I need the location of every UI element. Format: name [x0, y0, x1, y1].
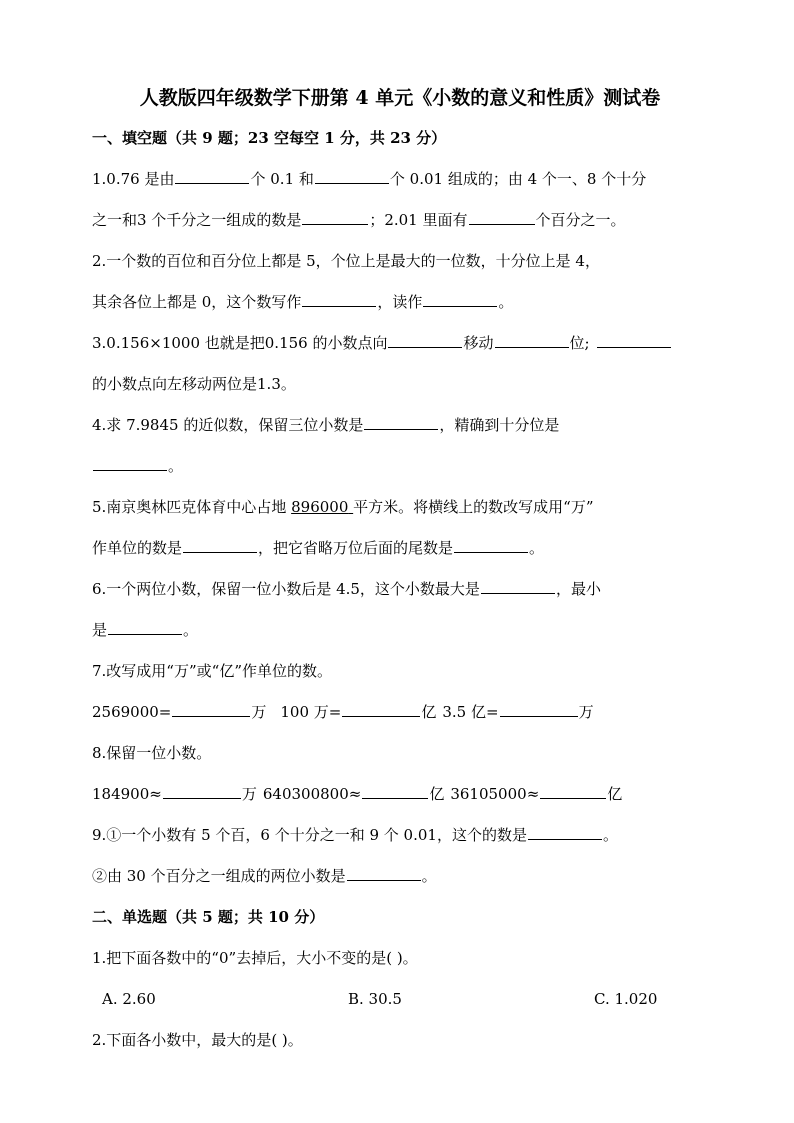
answer-blank[interactable]	[347, 863, 421, 881]
answer-blank[interactable]	[364, 412, 438, 430]
question-5-line-1	[92, 487, 708, 528]
q8-text-b3: 640300800≈	[262, 785, 362, 803]
q6-text-b: ，最小	[555, 580, 601, 598]
q2-text-b: 其余各位上都是 0，这个数写作	[92, 293, 302, 311]
q7-text-b1: 2569000=	[92, 703, 172, 721]
answer-blank[interactable]	[540, 781, 606, 799]
answer-blank[interactable]	[469, 207, 535, 225]
q2-text-d: 。	[498, 293, 514, 311]
q1-text-b: 个 0.1 和	[250, 170, 314, 188]
q3-text-d: 的小数点向左移动两位是1.3。	[92, 375, 296, 393]
q1-text-d: 之一和3 个千分之一组成的数是	[92, 211, 302, 229]
answer-blank[interactable]	[302, 289, 376, 307]
answer-blank[interactable]	[423, 289, 497, 307]
q7-text-b5: 3.5 亿=	[442, 703, 499, 721]
answer-blank[interactable]	[108, 617, 182, 635]
q9-text-a: 9.①一个小数有 5 个百，6 个十分之一和 9 个 0.01，这个的数是	[92, 826, 527, 844]
q8-text-b2: 万	[241, 785, 257, 803]
q5-text-a: 5.南京奥林匹克体育中心占地	[92, 498, 287, 516]
question-1-line-2	[92, 200, 708, 241]
q7-text-b3: 100 万=	[280, 703, 342, 721]
question-9-line-2	[92, 856, 708, 897]
q4-text-a: 4.求 7.9845 的近似数，保留三位小数是	[92, 416, 364, 434]
q6-text-c: 是	[92, 621, 108, 639]
question-4-line-2	[92, 446, 708, 487]
q9-text-d: 。	[421, 867, 437, 885]
section-fill-in-heading: 一、填空题（共 9 题；23 空每空 1 分，共 23 分）	[92, 129, 447, 147]
question-1-line-1	[92, 159, 708, 200]
question-6-line-1	[92, 569, 708, 610]
answer-blank[interactable]	[342, 699, 420, 717]
question-3-line-2	[92, 364, 708, 405]
q8-text-a: 8.保留一位小数。	[92, 744, 212, 762]
q7-text-b6: 万	[578, 703, 594, 721]
answer-blank[interactable]	[93, 453, 167, 471]
q5-text-d: ，把它省略万位后面的尾数是	[258, 539, 454, 557]
question-9-line-1	[92, 815, 708, 856]
answer-blank[interactable]	[528, 822, 602, 840]
q5-text-c: 作单位的数是	[92, 539, 183, 557]
question-5-line-2	[92, 528, 708, 569]
q2-text-c: ，读作	[377, 293, 423, 311]
answer-blank[interactable]	[597, 330, 671, 348]
q5-text-e: 。	[529, 539, 545, 557]
answer-blank[interactable]	[302, 207, 368, 225]
answer-blank[interactable]	[175, 166, 249, 184]
q9-text-c: ②由 30 个百分之一组成的两位小数是	[92, 867, 346, 885]
q3-text-b: 移动	[463, 334, 494, 352]
answer-blank[interactable]	[454, 535, 528, 553]
page-title: 人教版四年级数学下册第 4 单元《小数的意义和性质》测试卷	[139, 87, 661, 109]
q3-text-a: 3.0.156×1000 也就是把0.156 的小数点向	[92, 334, 388, 352]
q8-text-b5: 36105000≈	[450, 785, 540, 803]
question-7-line-2	[92, 692, 708, 733]
answer-blank[interactable]	[500, 699, 578, 717]
q7-text-b4: 亿	[421, 703, 437, 721]
question-4-line-1	[92, 405, 708, 446]
question-3-line-1	[92, 323, 708, 364]
mc1-option-c[interactable]: C. 1.020	[594, 990, 658, 1008]
question-8-line-1	[92, 733, 708, 774]
q1-text-f: 个百分之一。	[535, 211, 626, 229]
q8-text-b4: 亿	[429, 785, 445, 803]
q9-text-b: 。	[602, 826, 618, 844]
answer-blank[interactable]	[183, 535, 257, 553]
mc1-option-a[interactable]: A. 2.60	[102, 990, 156, 1008]
mc-question-2-stem: 2.下面各小数中，最大的是( )。	[92, 1031, 303, 1049]
question-2-line-2	[92, 282, 708, 323]
q5-underlined-number: 896000	[291, 498, 349, 516]
q8-text-b6: 亿	[607, 785, 623, 803]
q1-text-c: 个 0.01 组成的；由 4 个一、8 个十分	[389, 170, 647, 188]
question-2-line-1	[92, 241, 708, 282]
answer-blank[interactable]	[481, 576, 555, 594]
question-8-line-2	[92, 774, 708, 815]
q5-text-b: 平方米。将横线上的数改写成用“万”	[353, 498, 594, 516]
answer-blank[interactable]	[163, 781, 241, 799]
answer-blank[interactable]	[388, 330, 462, 348]
q4-text-b: ，精确到十分位是	[439, 416, 560, 434]
question-7-line-1	[92, 651, 708, 692]
q6-text-d: 。	[183, 621, 199, 639]
answer-blank[interactable]	[495, 330, 569, 348]
mc-question-1-stem: 1.把下面各数中的“0”去掉后，大小不变的是( )。	[92, 949, 418, 967]
section-multiple-choice-heading: 二、单选题（共 5 题；共 10 分）	[92, 908, 325, 926]
q7-text-b2: 万	[251, 703, 267, 721]
mc-question-1-options	[92, 979, 708, 1020]
q1-text-e: ；2.01 里面有	[369, 211, 468, 229]
q6-text-a: 6.一个两位小数，保留一位小数后是 4.5，这个小数最大是	[92, 580, 480, 598]
q1-text-a: 1.0.76 是由	[92, 170, 175, 188]
answer-blank[interactable]	[362, 781, 428, 799]
q4-text-c: 。	[168, 457, 184, 475]
answer-blank[interactable]	[315, 166, 389, 184]
q2-text-a: 2.一个数的百位和百分位上都是 5，个位上是最大的一位数，十分位上是 4，	[92, 252, 600, 270]
mc1-option-b[interactable]: B. 30.5	[348, 990, 402, 1008]
answer-blank[interactable]	[172, 699, 250, 717]
q8-text-b1: 184900≈	[92, 785, 162, 803]
q3-text-c: 位;	[569, 334, 590, 352]
worksheet-page	[92, 78, 708, 1061]
question-6-line-2	[92, 610, 708, 651]
q7-text-a: 7.改写成用“万”或“亿”作单位的数。	[92, 662, 332, 680]
